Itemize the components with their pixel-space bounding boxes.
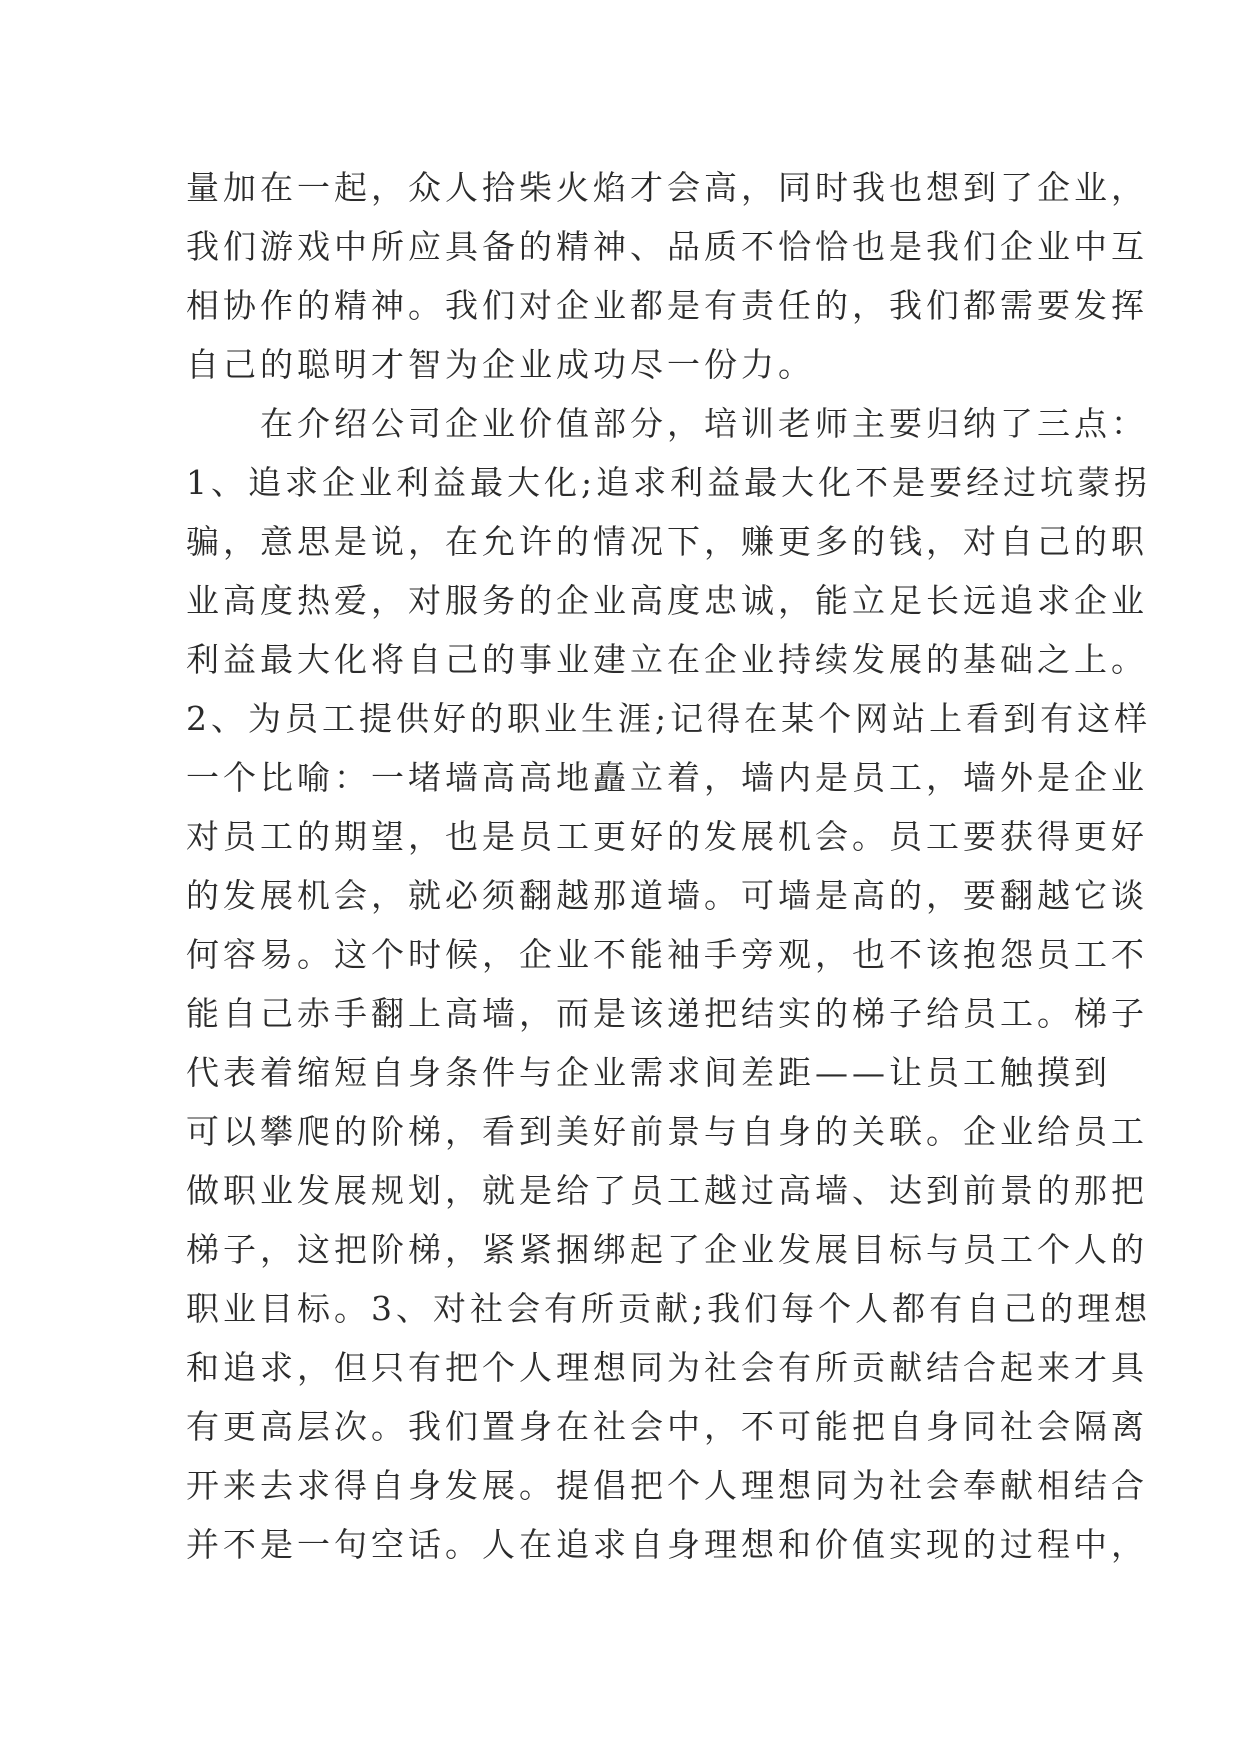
text-line: 并不是一句空话。人在追求自身理想和价值实现的过程中，	[186, 1525, 1148, 1564]
text-line: 做职业发展规划，就是给了员工越过高墙、达到前景的那把	[186, 1171, 1148, 1210]
text-line: 量加在一起，众人拾柴火焰才会高，同时我也想到了企业，	[186, 168, 1148, 207]
text-line: 在介绍公司企业价值部分，培训老师主要归纳了三点：	[260, 404, 1148, 443]
text-line: 业高度热爱，对服务的企业高度忠诚，能立足长远追求企业	[186, 581, 1148, 620]
text-line: 梯子，这把阶梯，紧紧捆绑起了企业发展目标与员工个人的	[186, 1230, 1148, 1269]
text-line: 相协作的精神。我们对企业都是有责任的，我们都需要发挥	[186, 286, 1148, 325]
text-line: 和追求，但只有把个人理想同为社会有所贡献结合起来才具	[186, 1348, 1148, 1387]
text-line: 有更高层次。我们置身在社会中，不可能把自身同社会隔离	[186, 1407, 1148, 1446]
text-line: 能自己赤手翻上高墙，而是该递把结实的梯子给员工。梯子	[186, 994, 1148, 1033]
text-line: 开来去求得自身发展。提倡把个人理想同为社会奉献相结合	[186, 1466, 1148, 1505]
text-line: 何容易。这个时候，企业不能袖手旁观，也不该抱怨员工不	[186, 935, 1148, 974]
text-line: 1、追求企业利益最大化;追求利益最大化不是要经过坑蒙拐	[186, 463, 1152, 502]
text-line: 一个比喻：一堵墙高高地矗立着，墙内是员工，墙外是企业	[186, 758, 1148, 797]
text-line: 代表着缩短自身条件与企业需求间差距——让员工触摸到	[186, 1053, 1111, 1092]
body-text	[186, 158, 1152, 1574]
text-line: 2、为员工提供好的职业生涯;记得在某个网站上看到有这样	[186, 699, 1152, 738]
text-line: 我们游戏中所应具备的精神、品质不恰恰也是我们企业中互	[186, 227, 1148, 266]
text-line: 自己的聪明才智为企业成功尽一份力。	[186, 345, 815, 384]
text-line: 的发展机会，就必须翻越那道墙。可墙是高的，要翻越它谈	[186, 876, 1148, 915]
text-line: 职业目标。3、对社会有所贡献;我们每个人都有自己的理想	[186, 1289, 1152, 1328]
text-line: 对员工的期望，也是员工更好的发展机会。员工要获得更好	[186, 817, 1148, 856]
text-line: 骗，意思是说，在允许的情况下，赚更多的钱，对自己的职	[186, 522, 1148, 561]
text-line: 可以攀爬的阶梯，看到美好前景与自身的关联。企业给员工	[186, 1112, 1148, 1151]
text-line: 利益最大化将自己的事业建立在企业持续发展的基础之上。	[186, 640, 1148, 679]
